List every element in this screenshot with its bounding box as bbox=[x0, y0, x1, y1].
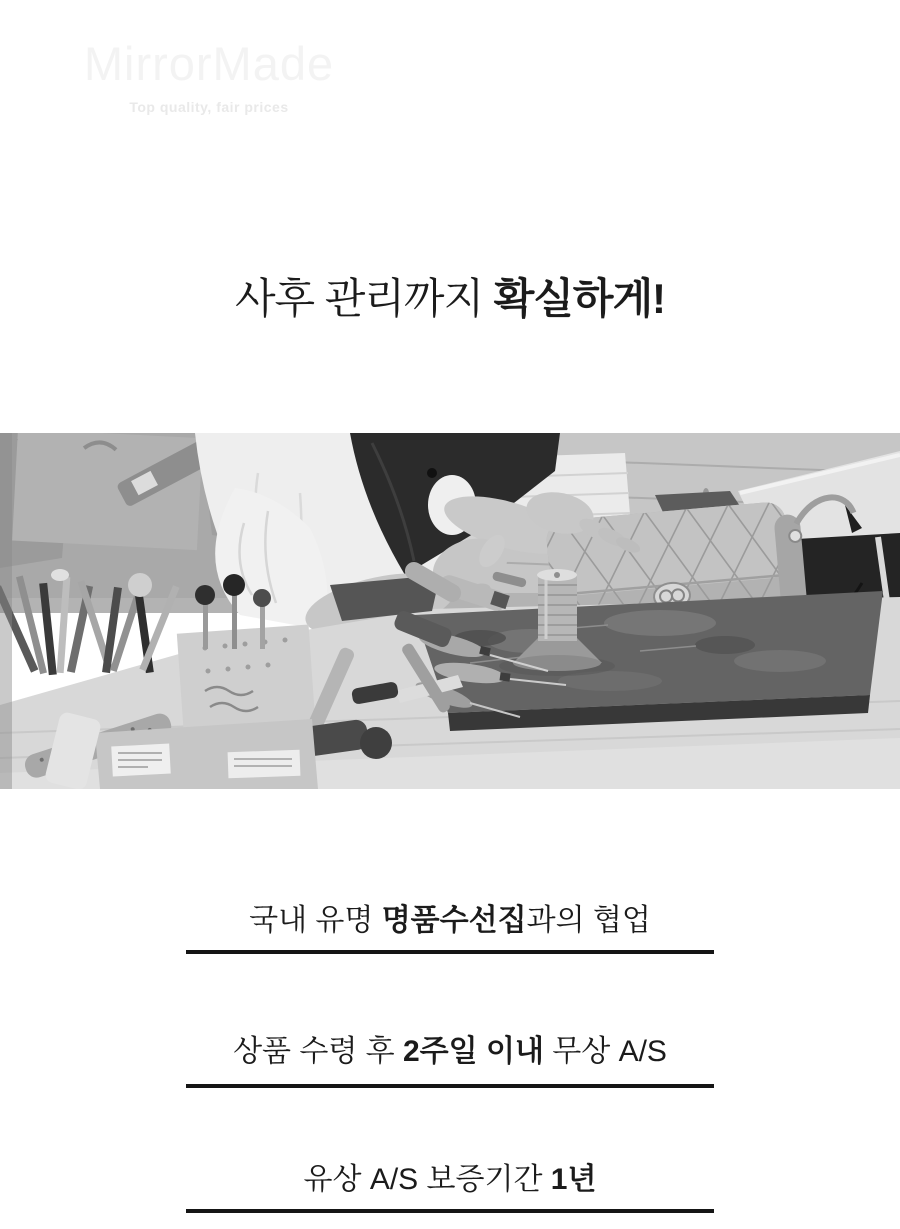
feature-underline bbox=[186, 1209, 714, 1213]
brand-tagline: Top quality, fair prices bbox=[129, 98, 289, 115]
headline-emphasis: 확실하게! bbox=[493, 275, 666, 322]
section-headline bbox=[0, 266, 900, 326]
pegboard bbox=[177, 625, 315, 730]
feature-text: 유상 A/S 보증기간 1년 bbox=[303, 1163, 597, 1196]
feature-item-free-as bbox=[0, 1032, 900, 1088]
feature-text: 상품 수령 후 2주일 이내 무상 A/S bbox=[233, 1035, 667, 1068]
feature-underline bbox=[186, 1084, 714, 1088]
brand-watermark bbox=[64, 38, 354, 115]
feature-item-repair-partnership bbox=[0, 901, 900, 954]
feature-text: 국내 유명 명품수선집과의 협업 bbox=[249, 904, 651, 937]
workshop-photo-illustration bbox=[0, 433, 900, 789]
headline-regular: 사후 관리까지 bbox=[234, 275, 494, 322]
feature-item-paid-as-warranty bbox=[0, 1160, 900, 1213]
workshop-photo bbox=[0, 433, 900, 789]
brand-logo-text: MirrorMade bbox=[83, 37, 335, 90]
photo-edge-shadow bbox=[0, 433, 12, 789]
feature-underline bbox=[186, 950, 714, 954]
